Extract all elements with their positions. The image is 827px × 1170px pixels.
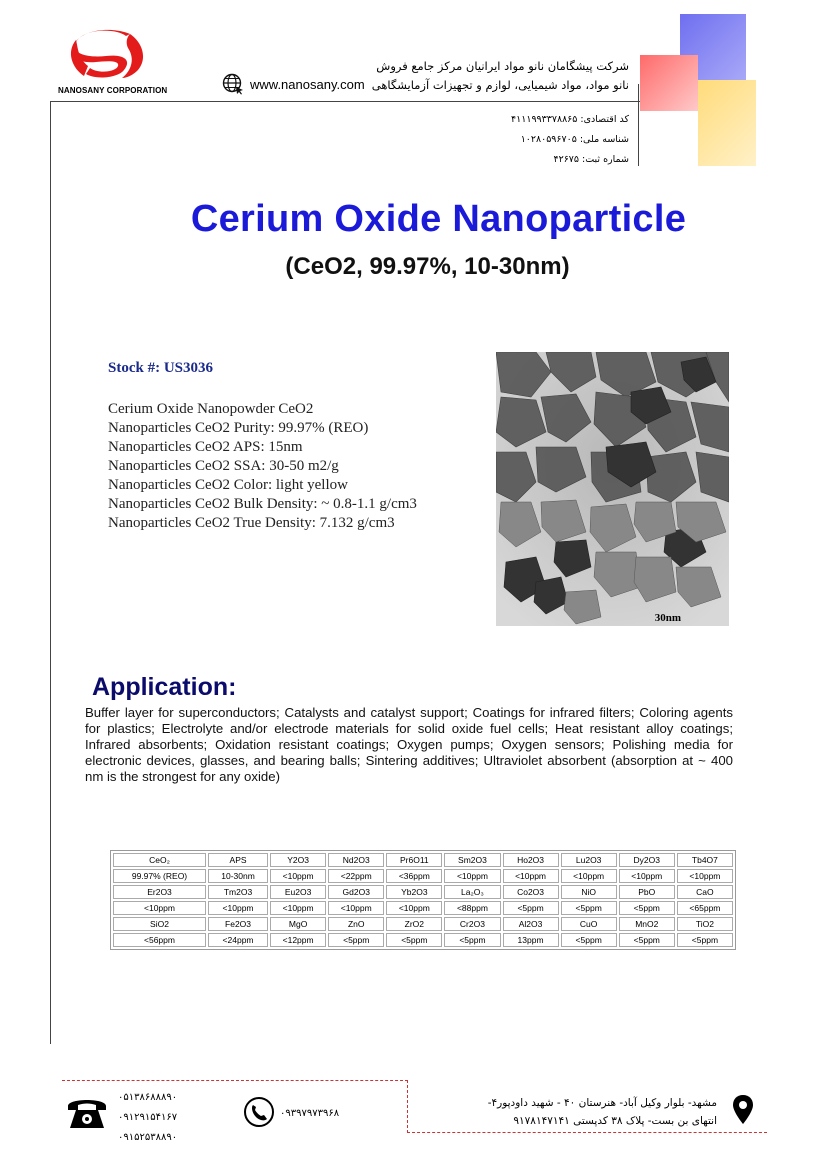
table-cell: MnO2 xyxy=(619,917,675,931)
header-divider xyxy=(50,101,640,102)
spec-item: Nanoparticles CeO2 APS: 15nm xyxy=(108,439,303,455)
scale-bar-label: 30nm xyxy=(654,612,681,624)
table-cell: La₂O₃ xyxy=(444,885,500,899)
table-cell: MgO xyxy=(270,917,326,931)
company-fa-line2: نانو مواد، مواد شیمیایی، لوازم و تجهیزات آزمایشگاهی xyxy=(371,78,629,92)
table-row xyxy=(113,869,733,883)
left-margin-rule xyxy=(50,101,51,1044)
table-cell: <10ppm xyxy=(208,901,268,915)
table-row xyxy=(113,885,733,899)
table-row xyxy=(113,853,733,867)
table-row xyxy=(113,917,733,931)
mobile-number[interactable]: ۰۹۳۹۷۹۷۳۹۶۸ xyxy=(280,1108,340,1119)
spec-list xyxy=(108,400,417,533)
tem-micrograph xyxy=(496,352,729,626)
header-vertical-divider xyxy=(638,84,639,166)
footer-border xyxy=(62,1080,408,1133)
national-id: شناسه ملی: ۱۰۲۸۰۵۹۶۷۰۵ xyxy=(520,134,629,145)
table-cell: NiO xyxy=(561,885,617,899)
table-cell: <24ppm xyxy=(208,933,268,947)
impurity-table xyxy=(110,850,736,950)
table-cell: Y2O3 xyxy=(270,853,326,867)
location-pin-icon xyxy=(732,1094,754,1126)
page-subtitle: (CeO2, 99.97%, 10-30nm) xyxy=(285,253,570,280)
table-row xyxy=(113,933,733,947)
table-cell: <5ppm xyxy=(503,901,559,915)
table-cell: CeO₂ xyxy=(113,853,206,867)
address-line: انتهای بن بست- پلاک ۳۸ کدپستی ۹۱۷۸۱۴۷۱۴۱ xyxy=(513,1115,717,1127)
table-cell: 99.97% (REO) xyxy=(113,869,206,883)
table-cell: CuO xyxy=(561,917,617,931)
company-name: NANOSANY CORPORATION xyxy=(58,86,168,95)
application-text: Buffer layer for superconductors; Catalysts and catalyst support; Coatings for infrared filters; Coloring agents for plastics; Electrolyte and/or electrode materials for solid oxide fuel cells; Heat resistant alloy coatings; Infrared absorbents; Oxidation resistant coatings; Oxygen pumps; Oxygen sensors; Polishing media for electronic devices, glasses, and bearing balls; Sintering additives; Ultraviolet absorbent (absorption at ~ 400 nm is the strongest for any oxide) xyxy=(85,705,733,784)
table-cell: <5ppm xyxy=(561,901,617,915)
telephone-icon xyxy=(66,1094,108,1130)
table-cell: ZrO2 xyxy=(386,917,442,931)
table-cell: Tm2O3 xyxy=(208,885,268,899)
table-cell: <65ppm xyxy=(677,901,733,915)
table-cell: <5ppm xyxy=(561,933,617,947)
table-cell: Cr2O3 xyxy=(444,917,500,931)
table-cell: <88ppm xyxy=(444,901,500,915)
stock-number: Stock #: US3036 xyxy=(108,360,214,376)
economic-code: کد اقتصادی: ۴۱۱۱۹۹۳۳۷۸۸۶۵ xyxy=(511,114,629,125)
table-cell: Tb4O7 xyxy=(677,853,733,867)
table-cell: <5ppm xyxy=(444,933,500,947)
table-cell: Gd2O3 xyxy=(328,885,384,899)
table-cell: Eu2O3 xyxy=(270,885,326,899)
table-cell: PbO xyxy=(619,885,675,899)
table-cell: ZnO xyxy=(328,917,384,931)
address-line: مشهد- بلوار وکیل آباد- هنرستان ۴۰ - شهید داودپور۴- xyxy=(487,1097,717,1109)
registration-number: شماره ثبت: ۴۲۶۷۵ xyxy=(553,154,629,165)
table-cell: Sm2O3 xyxy=(444,853,500,867)
table-cell: <5ppm xyxy=(619,933,675,947)
spec-item: Nanoparticles CeO2 True Density: 7.132 g/cm3 xyxy=(108,515,395,531)
table-cell: <10ppm xyxy=(113,901,206,915)
table-cell: 13ppm xyxy=(503,933,559,947)
table-cell: 10-30nm xyxy=(208,869,268,883)
phone-number[interactable]: ۰۵۱۳۸۶۸۸۸۹۰ xyxy=(118,1092,178,1103)
table-cell: CaO xyxy=(677,885,733,899)
table-cell: <5ppm xyxy=(619,901,675,915)
table-cell: TiO2 xyxy=(677,917,733,931)
spec-item: Nanoparticles CeO2 Purity: 99.97% (REO) xyxy=(108,420,369,436)
spec-item: Nanoparticles CeO2 Bulk Density: ~ 0.8-1.1 g/cm3 xyxy=(108,496,417,512)
nanosany-logo-icon xyxy=(66,28,148,82)
website-link[interactable]: www.nanosany.com xyxy=(250,77,365,92)
table-cell: Ho2O3 xyxy=(503,853,559,867)
table-cell: <10ppm xyxy=(386,901,442,915)
company-description xyxy=(329,57,629,95)
table-cell: <5ppm xyxy=(328,933,384,947)
table-cell: Co2O3 xyxy=(503,885,559,899)
spec-item: Nanoparticles CeO2 Color: light yellow xyxy=(108,477,348,493)
table-cell: <12ppm xyxy=(270,933,326,947)
table-cell: <10ppm xyxy=(328,901,384,915)
application-heading: Application: xyxy=(92,673,237,701)
table-cell: Er2O3 xyxy=(113,885,206,899)
decor-square-yellow xyxy=(698,80,756,166)
globe-icon xyxy=(222,73,244,95)
table-cell: <10ppm xyxy=(444,869,500,883)
table-cell: Yb2O3 xyxy=(386,885,442,899)
table-cell: APS xyxy=(208,853,268,867)
phone-numbers xyxy=(118,1088,177,1148)
table-cell: <10ppm xyxy=(270,869,326,883)
table-cell: Lu2O3 xyxy=(561,853,617,867)
table-cell: Nd2O3 xyxy=(328,853,384,867)
phone-number[interactable]: ۰۹۱۲۹۱۵۴۱۶۷ xyxy=(118,1112,178,1123)
page-title: Cerium Oxide Nanoparticle xyxy=(190,198,687,240)
mobile-phone-icon xyxy=(243,1096,275,1128)
table-cell: <5ppm xyxy=(386,933,442,947)
phone-number[interactable]: ۰۹۱۵۲۵۳۸۸۹۰ xyxy=(118,1132,178,1143)
company-fa-line1: شرکت پیشگامان نانو مواد ایرانیان مرکز جامع فروش xyxy=(376,59,629,73)
table-cell: Fe2O3 xyxy=(208,917,268,931)
footer-border-bottom xyxy=(407,1132,767,1134)
table-cell: SiO2 xyxy=(113,917,206,931)
table-cell: <10ppm xyxy=(677,869,733,883)
table-row xyxy=(113,901,733,915)
table-cell: <5ppm xyxy=(677,933,733,947)
table-cell: <22ppm xyxy=(328,869,384,883)
spec-item: Nanoparticles CeO2 SSA: 30-50 m2/g xyxy=(108,458,339,474)
table-cell: <56ppm xyxy=(113,933,206,947)
table-cell: <10ppm xyxy=(270,901,326,915)
address xyxy=(397,1094,717,1130)
table-cell: <10ppm xyxy=(503,869,559,883)
table-cell: <10ppm xyxy=(619,869,675,883)
table-cell: <36ppm xyxy=(386,869,442,883)
table-cell: <10ppm xyxy=(561,869,617,883)
table-cell: Al2O3 xyxy=(503,917,559,931)
decor-square-red xyxy=(640,55,698,111)
spec-item: Cerium Oxide Nanopowder CeO2 xyxy=(108,401,314,417)
table-cell: Pr6O11 xyxy=(386,853,442,867)
registration-info xyxy=(429,110,629,170)
table-cell: Dy2O3 xyxy=(619,853,675,867)
